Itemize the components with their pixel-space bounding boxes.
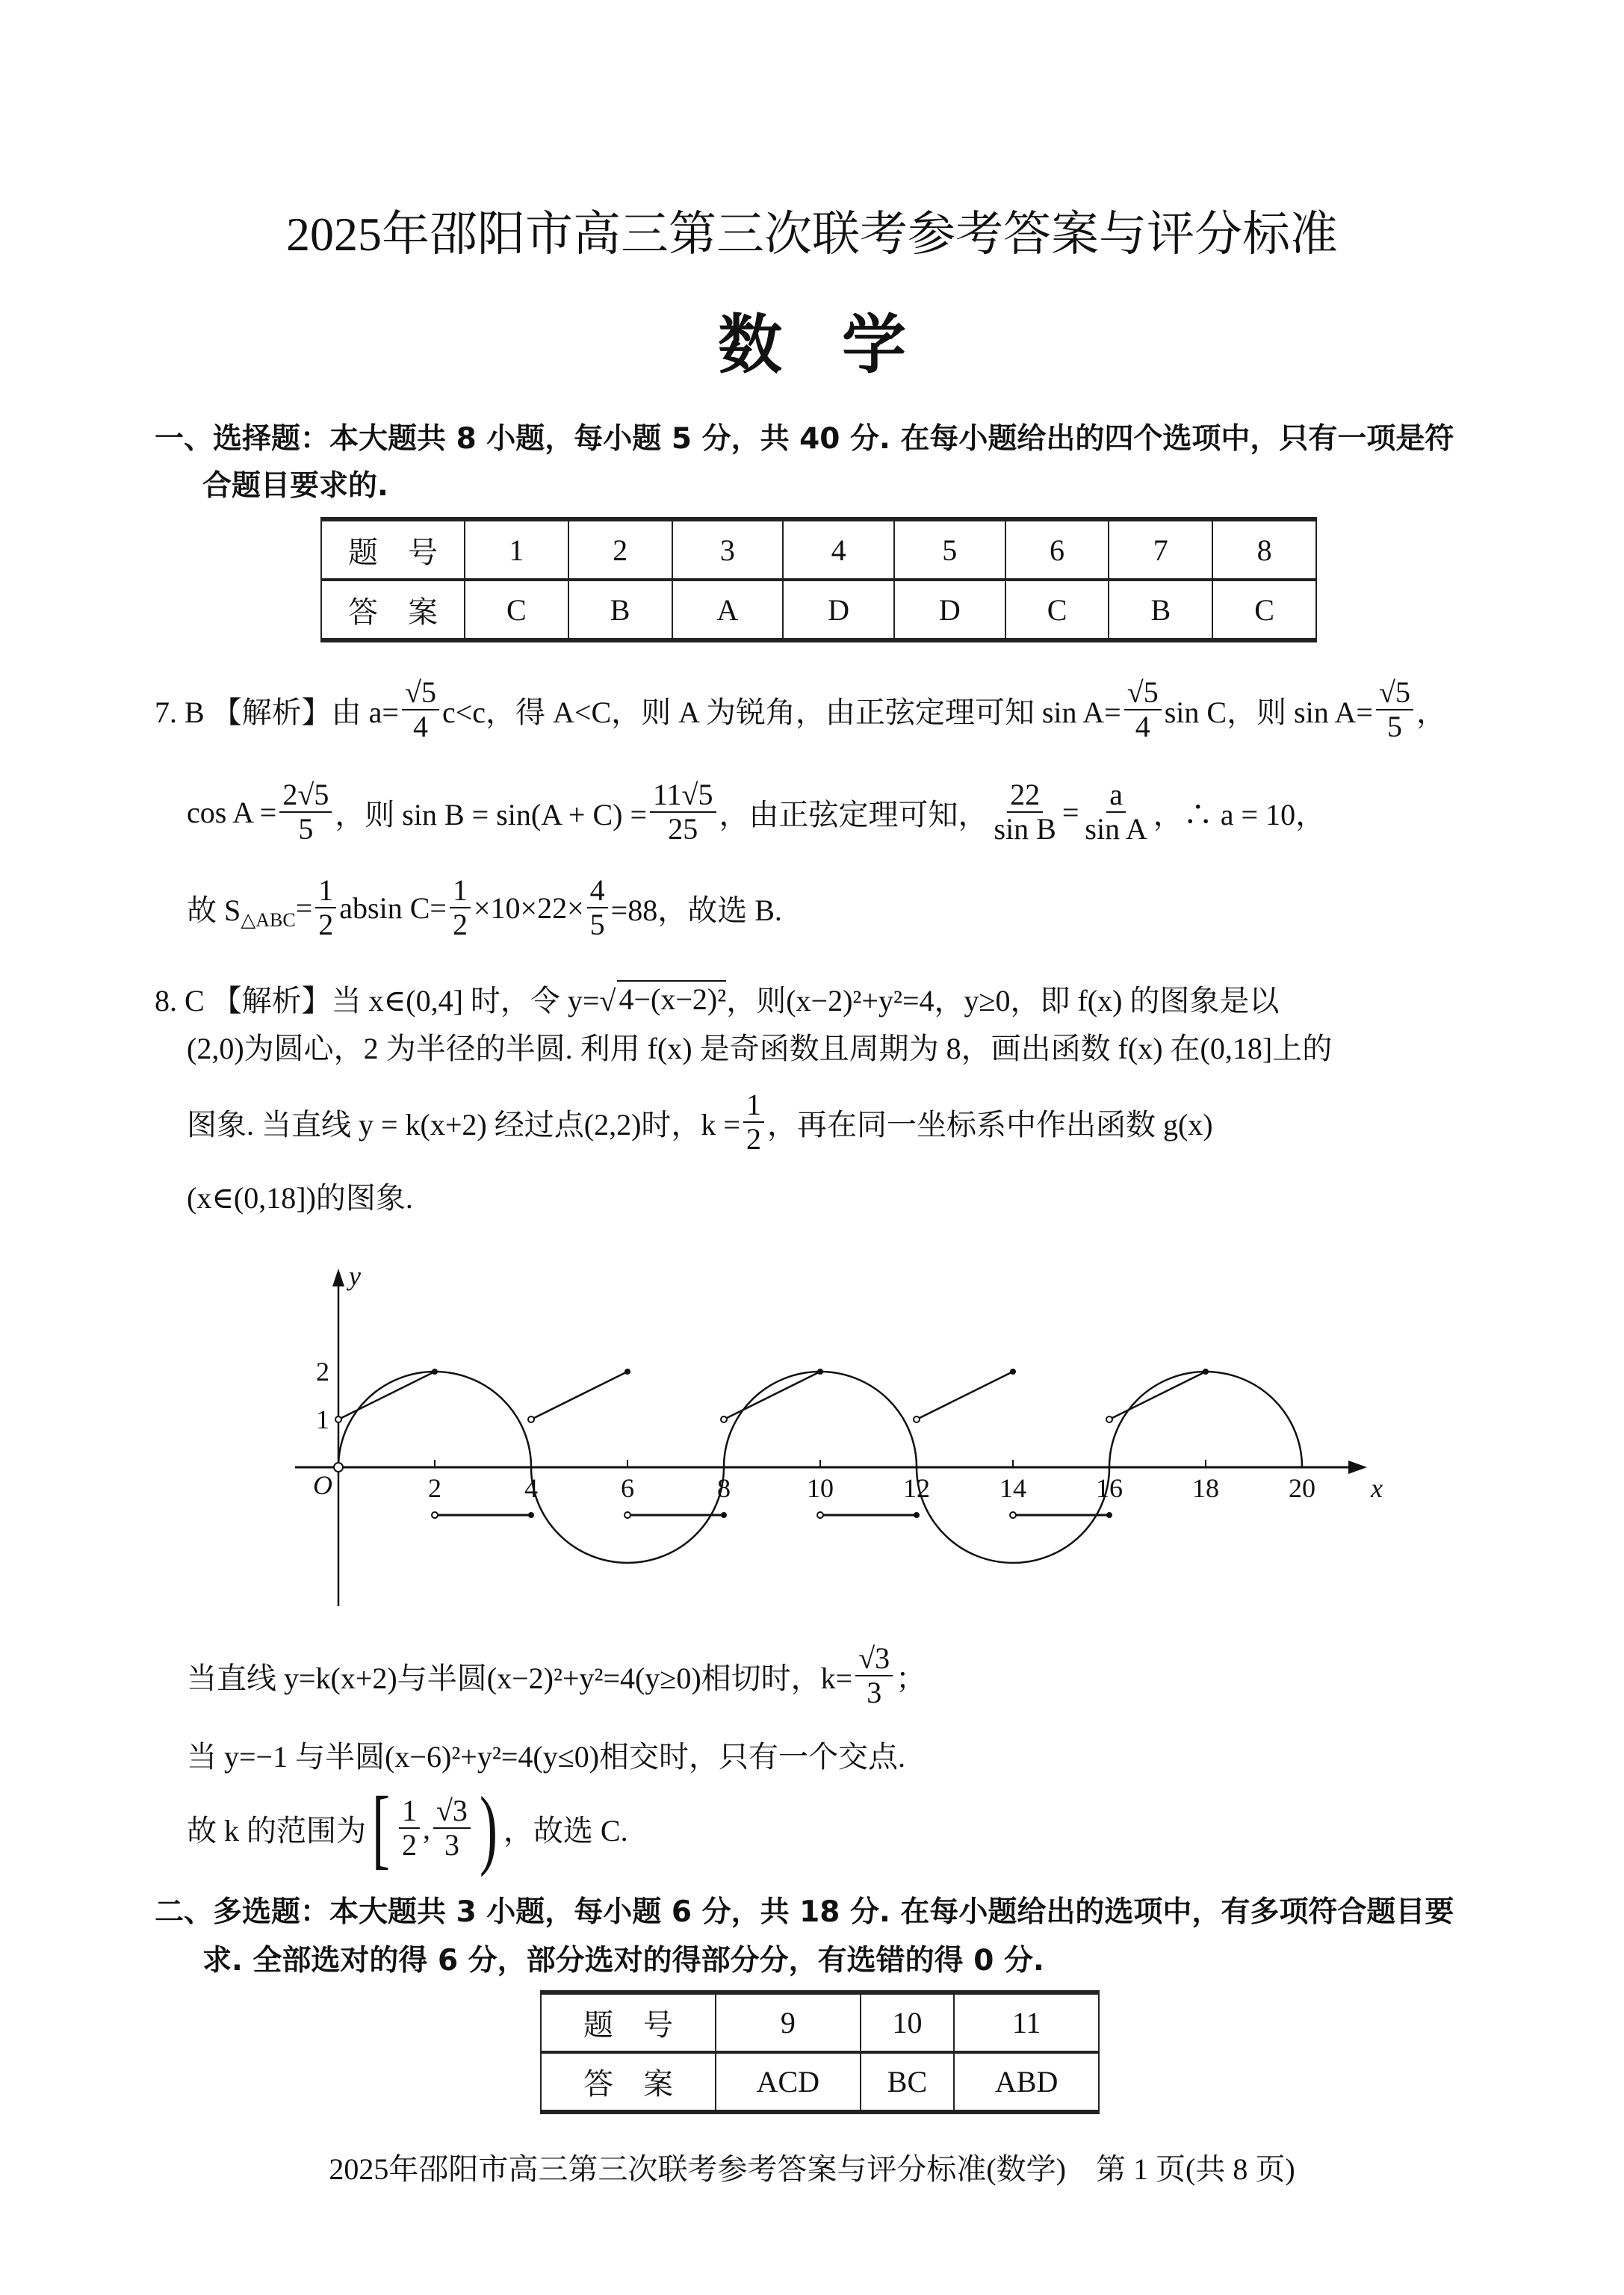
text-run: ，∴ a = 10，	[1153, 797, 1326, 831]
y-tick-label: 1	[316, 1404, 329, 1434]
y-axis-label: y	[349, 1261, 361, 1291]
answer-cell: BC	[861, 2052, 955, 2112]
text-run: =	[295, 891, 313, 925]
text-run: ，由正弦定理可知，	[719, 797, 988, 831]
table-row-numbers	[321, 519, 1316, 580]
radicand: 4−(x−2)²	[617, 980, 726, 1017]
closed-endpoint	[1106, 1512, 1112, 1518]
open-endpoint	[625, 1512, 630, 1518]
numerator: 1	[315, 874, 336, 908]
denominator: 5	[589, 908, 605, 941]
numerator: 1	[450, 874, 471, 908]
line-segment	[338, 1372, 435, 1419]
document-title: 2025年邵阳市高三第三次联考参考答案与评分标准	[286, 208, 1338, 261]
text-run: 图象. 当直线 y = k(x+2) 经过点(2,2)时，k =	[187, 1107, 740, 1142]
denominator: sin B	[994, 812, 1056, 846]
table-row-answers	[541, 2052, 1099, 2112]
fraction	[1082, 778, 1150, 846]
denominator: 3	[867, 1676, 882, 1709]
fraction	[399, 1794, 420, 1862]
denominator: 5	[298, 812, 314, 846]
answer-cell: B	[1109, 580, 1212, 640]
fraction	[450, 874, 471, 941]
fraction	[279, 778, 332, 846]
x-tick-label: 12	[903, 1473, 930, 1503]
text-run: sin C，则 sin A=	[1164, 695, 1373, 729]
denominator: 5	[1386, 710, 1402, 743]
text-run: c<c，得 A<C，则 A 为锐角，由正弦定理可知 sin A=	[441, 695, 1121, 729]
numerator: √3	[855, 1642, 893, 1676]
question-number-cell: 6	[1005, 519, 1109, 580]
question-number-cell: 1	[465, 519, 568, 580]
fraction	[855, 1642, 893, 1709]
closed-endpoint	[625, 1369, 630, 1375]
fraction	[315, 874, 336, 941]
table-header-cell: 题 号	[541, 1992, 716, 2052]
y-tick-label: 2	[316, 1357, 329, 1387]
fraction	[1376, 676, 1413, 743]
text-run: absin C=	[339, 891, 447, 925]
text-run: (2,0)为圆心，2 为半径的半圆. 利用 f(x) 是奇函数且周期为 8，画出函数 f(x) 在(0,18]上的	[187, 1031, 1333, 1065]
subscript: △ABC	[241, 909, 296, 931]
large-bracket: [	[371, 1778, 390, 1877]
solution-line	[187, 767, 1325, 857]
text-run: ，	[1416, 695, 1446, 729]
numerator: 11√5	[650, 778, 716, 813]
denominator: 4	[1135, 710, 1150, 743]
text-run: 当直线 y=k(x+2)与半圆(x−2)²+y²=4(y≥0)相切时，k=	[187, 1661, 853, 1695]
numerator: 22	[1007, 778, 1043, 813]
text-run: ，则 sin B = sin(A + C) =	[335, 797, 648, 831]
upper-semicircle	[1109, 1372, 1302, 1467]
solution-line	[187, 1778, 628, 1877]
table-header-cell: 答 案	[321, 580, 465, 640]
table-row-numbers	[541, 1992, 1099, 2052]
text-run: ，故选 C.	[503, 1813, 628, 1848]
text-run: cos A =	[187, 795, 277, 829]
closed-endpoint	[1203, 1369, 1209, 1375]
answer-cell: D	[894, 580, 1005, 640]
x-tick-label: 10	[807, 1473, 834, 1503]
text-run: =	[1062, 795, 1079, 829]
x-tick-label: 2	[428, 1473, 441, 1503]
question-number-cell: 9	[716, 1992, 861, 2052]
closed-endpoint	[1010, 1369, 1016, 1375]
denominator: 4	[412, 710, 428, 743]
open-endpoint	[1106, 1416, 1112, 1422]
closed-endpoint	[432, 1369, 438, 1375]
line-segment	[724, 1372, 820, 1419]
text-run: 当 y=−1 与半圆(x−6)²+y²=4(y≤0)相交时，只有一个交点.	[187, 1739, 906, 1774]
text-run: 故 k 的范围为	[187, 1813, 366, 1848]
x-tick-label: 8	[717, 1473, 731, 1503]
answer-table-2	[540, 1990, 1100, 2114]
fraction	[650, 778, 716, 846]
solution-line	[155, 665, 1446, 755]
answer-cell: B	[568, 580, 672, 640]
x-axis-arrow	[1348, 1461, 1367, 1474]
question-number-cell: 5	[894, 519, 1005, 580]
x-tick-label: 4	[524, 1473, 538, 1503]
answer-table-1	[320, 517, 1317, 642]
denominator: sin A	[1085, 812, 1147, 846]
numerator: √3	[433, 1794, 471, 1829]
question-number-cell: 8	[1212, 519, 1316, 580]
open-endpoint	[817, 1512, 823, 1518]
numerator: 1	[743, 1088, 764, 1123]
table-header-cell: 答 案	[541, 2052, 716, 2112]
text-run: ,	[422, 1811, 430, 1845]
open-endpoint	[914, 1416, 920, 1422]
fraction	[1124, 676, 1162, 743]
question-number-cell: 2	[568, 519, 672, 580]
section1-heading-cont: 合题目要求的.	[202, 469, 388, 503]
question-number-cell: 10	[861, 1992, 955, 2052]
numerator: √5	[402, 676, 439, 710]
answer-cell: A	[672, 580, 784, 640]
open-endpoint	[528, 1416, 534, 1422]
question-number-cell: 4	[783, 519, 894, 580]
solution-line	[187, 1631, 926, 1721]
numerator: 1	[399, 1794, 420, 1829]
closed-endpoint	[721, 1512, 727, 1518]
page-footer: 2025年邵阳市高三第三次联考参考答案与评分标准(数学) 第 1 页(共 8 页)	[329, 2152, 1295, 2186]
table-header-cell: 题 号	[321, 519, 465, 580]
question-number-cell: 3	[672, 519, 784, 580]
open-endpoint	[335, 1416, 341, 1422]
fraction	[743, 1088, 764, 1156]
x-tick-label: 14	[999, 1473, 1026, 1503]
answer-cell: C	[1212, 580, 1316, 640]
numerator: 4	[587, 874, 608, 908]
table-row-answers	[321, 580, 1316, 640]
text-run: ，则(x−2)²+y²=4，y≥0，即 f(x) 的图象是以	[726, 983, 1280, 1018]
text-run: 故 S	[187, 893, 241, 927]
question-number-cell: 11	[954, 1992, 1099, 2052]
closed-endpoint	[817, 1369, 823, 1375]
numerator: √5	[1376, 676, 1413, 710]
subject-title: 数学	[718, 308, 966, 382]
denominator: 2	[318, 908, 334, 941]
fraction	[402, 676, 439, 743]
section1-heading: 一、选择题：本大题共 8 小题，每小题 5 分，共 40 分. 在每小题给出的四个选项中，只有一项是符	[155, 422, 1454, 456]
line-segment	[531, 1372, 627, 1419]
open-endpoint	[721, 1416, 727, 1422]
x-tick-label: 18	[1192, 1473, 1219, 1503]
text-run: ，再在同一坐标系中作出函数 g(x)	[766, 1107, 1213, 1142]
y-axis-arrow	[332, 1269, 344, 1286]
function-graph	[284, 1255, 1404, 1629]
solution-line	[187, 863, 782, 953]
denominator: 3	[444, 1828, 459, 1862]
open-endpoint	[1010, 1512, 1016, 1518]
fraction	[587, 874, 608, 941]
solution-line	[187, 1150, 413, 1240]
answer-cell: C	[1005, 580, 1109, 640]
origin-open-circle	[334, 1463, 343, 1472]
large-bracket: )	[479, 1778, 498, 1877]
x-axis-label: x	[1371, 1473, 1383, 1503]
denominator: 2	[746, 1122, 761, 1156]
answer-cell: C	[465, 580, 568, 640]
open-endpoint	[432, 1512, 438, 1518]
x-tick-label: 16	[1096, 1473, 1123, 1503]
question-number-cell: 7	[1109, 519, 1212, 580]
closed-endpoint	[528, 1512, 534, 1518]
section2-heading: 二、多选题：本大题共 3 小题，每小题 6 分，共 18 分. 在每小题给出的选项中，有多项符合题目要	[155, 1895, 1454, 1929]
upper-semicircle	[724, 1372, 917, 1467]
line-segment	[917, 1372, 1013, 1419]
answer-cell: D	[783, 580, 894, 640]
denominator: 2	[452, 908, 468, 941]
answer-cell: ACD	[716, 2052, 861, 2112]
text-run: 8. C 【解析】当 x∈(0,4] 时，令 y=√	[155, 983, 616, 1018]
numerator: √5	[1124, 676, 1162, 710]
text-run: ×10×22×	[473, 891, 584, 925]
closed-endpoint	[914, 1512, 920, 1518]
denominator: 2	[401, 1828, 417, 1862]
origin-label: O	[313, 1470, 332, 1500]
text-run: 7. B 【解析】由 a=	[155, 695, 399, 729]
x-tick-label: 6	[621, 1473, 634, 1503]
line-segment	[1109, 1372, 1206, 1419]
denominator: 25	[668, 812, 698, 846]
text-run: ；	[896, 1661, 926, 1695]
answer-cell: ABD	[954, 2052, 1099, 2112]
section2-heading-cont: 求. 全部选对的得 6 分，部分选对的得部分分，有选错的得 0 分.	[202, 1944, 1044, 1977]
x-tick-label: 20	[1289, 1473, 1315, 1503]
text-run: (x∈(0,18])的图象.	[187, 1180, 413, 1215]
numerator: a	[1106, 778, 1126, 813]
text-run: =88，故选 B.	[610, 893, 782, 927]
numerator: 2√5	[279, 778, 332, 813]
upper-semicircle	[338, 1372, 531, 1467]
fraction	[433, 1794, 471, 1862]
fraction	[991, 778, 1059, 846]
